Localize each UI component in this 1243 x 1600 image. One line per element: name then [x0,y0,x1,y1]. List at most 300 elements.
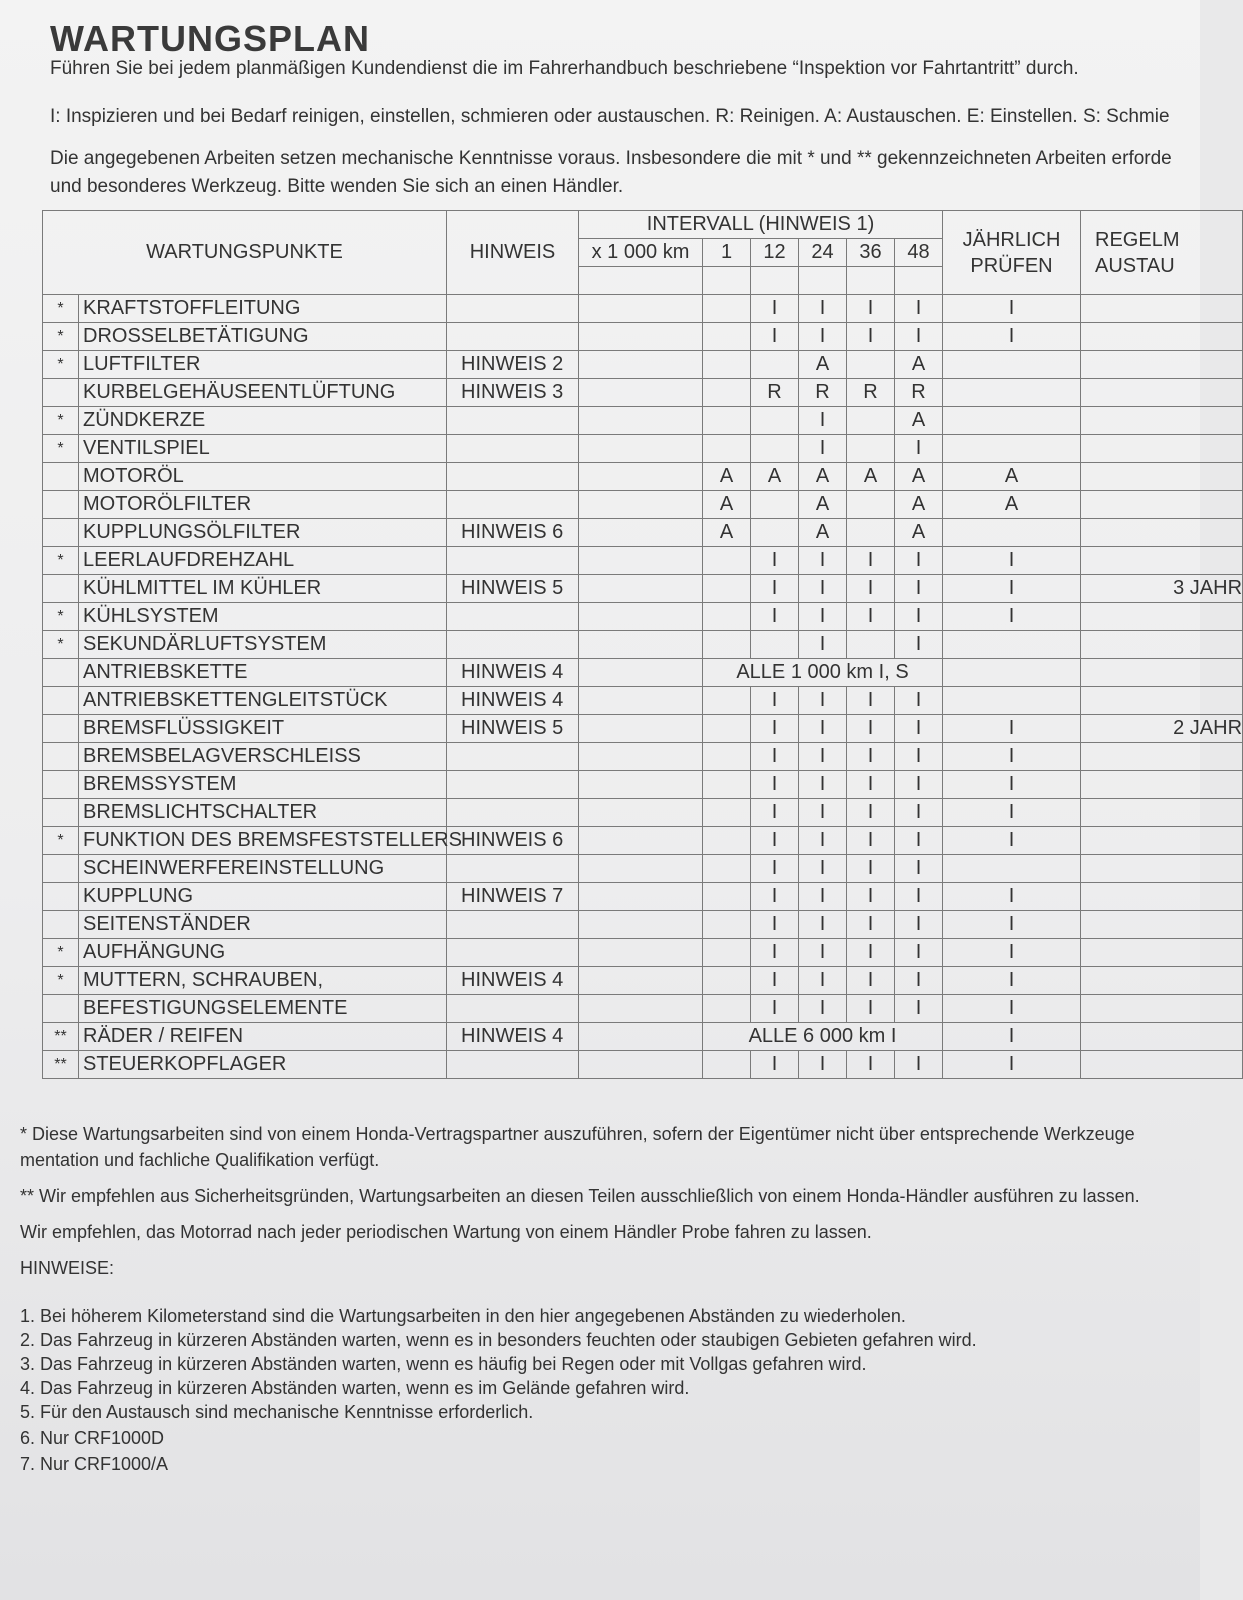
interval-mark: A [799,519,847,547]
interval-mark: I [799,323,847,351]
item-note [447,939,579,967]
table-row [43,659,1243,687]
item-note: HINWEIS 2 [447,351,579,379]
regular-replacement [1081,939,1243,967]
interval-mark [703,911,751,939]
regular-replacement [1081,967,1243,995]
interval-mark: I [895,603,943,631]
interval-mark: I [895,855,943,883]
yearly-mark: I [943,1051,1081,1079]
interval-mark: A [799,491,847,519]
yearly-mark: I [943,715,1081,743]
item-name: LEERLAUFDREHZAHL [79,547,447,575]
header-regular: REGELM AUSTAU [1081,211,1243,295]
item-name: AUFHÄNGUNG [79,939,447,967]
interval-mark: I [799,631,847,659]
unit-cell [579,351,703,379]
table-row [43,491,1243,519]
yearly-mark: I [943,995,1081,1023]
unit-cell [579,939,703,967]
intro-line: Führen Sie bei jedem planmäßigen Kundendienst die im Fahrerhandbuch beschriebene “Inspektion vor Fahrtantritt” durch. [50,58,1079,79]
unit-cell [579,743,703,771]
interval-mark: I [799,435,847,463]
regular-replacement [1081,827,1243,855]
interval-mark: I [799,603,847,631]
item-name: SEITENSTÄNDER [79,911,447,939]
yearly-mark: A [943,491,1081,519]
regular-replacement [1081,995,1243,1023]
interval-mark [703,1051,751,1079]
row-marker: * [43,351,79,379]
footnote-double-star: ** Wir empfehlen aus Sicherheitsgründen, Wartungsarbeiten an diesen Teilen ausschließlich von einem Honda-Händler ausführen zu lassen. [20,1186,1140,1206]
table-row [43,687,1243,715]
interval-mark: I [895,883,943,911]
row-marker: * [43,631,79,659]
table-row [43,631,1243,659]
item-name: ANTRIEBSKETTENGLEITSTÜCK [79,687,447,715]
item-note: HINWEIS 5 [447,575,579,603]
interval-mark: I [847,827,895,855]
item-name: BREMSLICHTSCHALTER [79,799,447,827]
yearly-mark: I [943,323,1081,351]
interval-mark: I [847,939,895,967]
table-row [43,547,1243,575]
item-note: HINWEIS 4 [447,687,579,715]
item-name: BREMSSYSTEM [79,771,447,799]
interval-mark: A [895,407,943,435]
item-note [447,743,579,771]
row-marker: * [43,967,79,995]
row-marker [43,799,79,827]
interval-mark: I [847,771,895,799]
table-row [43,575,1243,603]
item-name: KÜHLSYSTEM [79,603,447,631]
interval-mark [751,631,799,659]
interval-mark [703,351,751,379]
interval-mark: I [895,995,943,1023]
interval-mark [703,631,751,659]
item-note: HINWEIS 4 [447,967,579,995]
test-ride-note: Wir empfehlen, das Motorrad nach jeder periodischen Wartung von einem Händler Probe fahren zu lassen. [20,1222,872,1242]
row-marker [43,463,79,491]
regular-replacement [1081,519,1243,547]
item-name: MOTORÖLFILTER [79,491,447,519]
interval-mark [703,771,751,799]
interval-mark: I [751,827,799,855]
header-interval-value: 1 [703,239,751,267]
row-marker [43,519,79,547]
item-name: SCHEINWERFEREINSTELLUNG [79,855,447,883]
interval-mark: I [751,799,799,827]
interval-mark: A [703,463,751,491]
interval-mark: I [847,687,895,715]
header-spacer [799,267,847,295]
interval-mark: I [751,771,799,799]
unit-cell [579,323,703,351]
interval-mark: I [895,743,943,771]
table-row [43,715,1243,743]
regular-replacement [1081,323,1243,351]
table-row [43,827,1243,855]
interval-mark [703,855,751,883]
interval-mark [703,379,751,407]
interval-mark: I [895,687,943,715]
item-note: HINWEIS 7 [447,883,579,911]
interval-mark: I [895,547,943,575]
interval-mark: I [895,967,943,995]
interval-mark: I [799,295,847,323]
interval-mark: I [751,603,799,631]
row-marker [43,743,79,771]
item-note [447,407,579,435]
interval-mark: I [895,911,943,939]
interval-mark: I [751,743,799,771]
interval-mark: I [895,939,943,967]
interval-mark: I [895,1051,943,1079]
yearly-mark: I [943,911,1081,939]
unit-cell [579,603,703,631]
yearly-mark [943,659,1081,687]
item-note [447,435,579,463]
yearly-mark: I [943,799,1081,827]
interval-mark: I [847,323,895,351]
interval-mark [847,491,895,519]
item-note: HINWEIS 4 [447,1023,579,1051]
header-items: WARTUNGSPUNKTE [43,211,447,295]
interval-mark: I [799,715,847,743]
item-note [447,799,579,827]
header-interval-value: 48 [895,239,943,267]
unit-cell [579,463,703,491]
interval-mark [703,715,751,743]
interval-mark: R [895,379,943,407]
row-marker: * [43,939,79,967]
interval-mark: I [847,715,895,743]
unit-cell [579,519,703,547]
unit-cell [579,883,703,911]
interval-mark: I [847,295,895,323]
item-name: STEUERKOPFLAGER [79,1051,447,1079]
row-marker [43,575,79,603]
table-row [43,743,1243,771]
item-note [447,1051,579,1079]
row-marker: ** [43,1051,79,1079]
table-row [43,855,1243,883]
interval-mark [703,995,751,1023]
interval-mark: I [751,883,799,911]
interval-mark: A [703,519,751,547]
regular-replacement [1081,687,1243,715]
row-marker [43,687,79,715]
item-name: BREMSFLÜSSIGKEIT [79,715,447,743]
table-row [43,603,1243,631]
header-spacer [579,267,703,295]
yearly-mark [943,351,1081,379]
regular-replacement [1081,1023,1243,1051]
row-marker [43,883,79,911]
interval-mark: I [751,547,799,575]
row-marker: * [43,547,79,575]
interval-mark: I [799,771,847,799]
unit-cell [579,827,703,855]
regular-replacement [1081,379,1243,407]
interval-mark [847,519,895,547]
interval-mark: I [895,575,943,603]
interval-mark: I [895,631,943,659]
interval-mark [703,407,751,435]
unit-cell [579,491,703,519]
item-note [447,547,579,575]
header-interval-value: 36 [847,239,895,267]
interval-mark: I [751,855,799,883]
regular-replacement [1081,1051,1243,1079]
interval-mark: I [847,911,895,939]
table-row [43,771,1243,799]
interval-mark [751,519,799,547]
item-note [447,323,579,351]
regular-replacement [1081,855,1243,883]
interval-span: ALLE 6 000 km I [703,1023,943,1051]
table-row [43,939,1243,967]
unit-cell [579,967,703,995]
yearly-mark: I [943,967,1081,995]
header-interval: INTERVALL (HINWEIS 1) [579,211,943,239]
yearly-mark: I [943,743,1081,771]
unit-cell [579,547,703,575]
item-note: HINWEIS 4 [447,659,579,687]
unit-cell [579,771,703,799]
row-marker [43,771,79,799]
header-note: HINWEIS [447,211,579,295]
item-name: SEKUNDÄRLUFTSYSTEM [79,631,447,659]
regular-replacement [1081,463,1243,491]
interval-mark: A [799,351,847,379]
unit-cell [579,575,703,603]
interval-mark: I [799,911,847,939]
item-name: RÄDER / REIFEN [79,1023,447,1051]
item-note [447,463,579,491]
item-name: ANTRIEBSKETTE [79,659,447,687]
yearly-mark: I [943,575,1081,603]
hints-title: HINWEISE: [20,1258,115,1278]
table-row [43,407,1243,435]
item-note [447,911,579,939]
table-row [43,295,1243,323]
header-spacer [847,267,895,295]
interval-mark [703,435,751,463]
row-marker [43,995,79,1023]
yearly-mark: I [943,883,1081,911]
unit-cell [579,435,703,463]
interval-mark: I [895,323,943,351]
interval-mark: A [751,463,799,491]
regular-replacement [1081,547,1243,575]
interval-mark: A [847,463,895,491]
row-marker [43,855,79,883]
interval-mark: A [703,491,751,519]
interval-mark: I [847,799,895,827]
table-row [43,435,1243,463]
item-note [447,855,579,883]
interval-mark [703,883,751,911]
hint-item: 2. Das Fahrzeug in kürzeren Abständen warten, wenn es in besonders feuchten oder staubigen Gebieten gefahren wird. [20,1330,977,1350]
interval-mark [703,575,751,603]
header-spacer [703,267,751,295]
item-name: KÜHLMITTEL IM KÜHLER [79,575,447,603]
interval-mark: I [751,323,799,351]
hint-item: 5. Für den Austausch sind mechanische Kenntnisse erforderlich. [20,1402,534,1422]
unit-cell [579,911,703,939]
unit-cell [579,687,703,715]
interval-mark: I [847,603,895,631]
hint-item: 4. Das Fahrzeug in kürzeren Abständen warten, wenn es im Gelände gefahren wird. [20,1378,690,1398]
item-name: KUPPLUNGSÖLFILTER [79,519,447,547]
interval-mark: I [799,547,847,575]
table-row [43,883,1243,911]
yearly-mark: I [943,827,1081,855]
interval-mark [703,687,751,715]
interval-mark: I [751,967,799,995]
header-spacer [751,267,799,295]
interval-mark: I [847,995,895,1023]
item-name: MUTTERN, SCHRAUBEN, [79,967,447,995]
interval-mark: I [799,743,847,771]
regular-replacement [1081,491,1243,519]
item-name: VENTILSPIEL [79,435,447,463]
regular-replacement [1081,351,1243,379]
unit-cell [579,1051,703,1079]
interval-mark: R [847,379,895,407]
row-marker: * [43,603,79,631]
regular-replacement [1081,911,1243,939]
header-yearly: JÄHRLICH PRÜFEN [943,211,1081,295]
interval-mark: I [751,939,799,967]
item-name: LUFTFILTER [79,351,447,379]
interval-mark [703,547,751,575]
interval-mark: I [799,883,847,911]
interval-mark: I [847,1051,895,1079]
regular-replacement [1081,883,1243,911]
row-marker: * [43,827,79,855]
header-spacer [895,267,943,295]
regular-replacement [1081,743,1243,771]
regular-replacement [1081,435,1243,463]
yearly-mark [943,631,1081,659]
intro-line: Die angegebenen Arbeiten setzen mechanische Kenntnisse voraus. Insbesondere die mit * und ** gekennzeichneten Arbeiten erforde [50,148,1172,169]
interval-mark [703,323,751,351]
row-marker [43,911,79,939]
unit-cell [579,799,703,827]
item-name: KUPPLUNG [79,883,447,911]
interval-mark: A [895,351,943,379]
regular-replacement [1081,603,1243,631]
interval-mark: I [751,575,799,603]
yearly-mark: I [943,295,1081,323]
unit-cell [579,295,703,323]
yearly-mark: I [943,939,1081,967]
yearly-mark: A [943,463,1081,491]
hint-item: 3. Das Fahrzeug in kürzeren Abständen warten, wenn es häufig bei Regen oder mit Vollgas gefahren wird. [20,1354,867,1374]
interval-mark: I [751,911,799,939]
unit-cell [579,855,703,883]
interval-mark: I [847,575,895,603]
interval-mark: A [895,491,943,519]
regular-replacement [1081,659,1243,687]
item-note [447,603,579,631]
item-name: FUNKTION DES BREMSFESTSTELLERS [79,827,447,855]
interval-mark [751,407,799,435]
regular-replacement [1081,799,1243,827]
row-marker: * [43,435,79,463]
interval-mark [751,351,799,379]
page-title: WARTUNGSPLAN [50,18,370,59]
yearly-mark: I [943,771,1081,799]
interval-mark [703,827,751,855]
hint-item: 1. Bei höherem Kilometerstand sind die Wartungsarbeiten in den hier angegebenen Abständen zu wiederholen. [20,1306,906,1326]
item-note: HINWEIS 5 [447,715,579,743]
table-row [43,967,1243,995]
table-row [43,995,1243,1023]
interval-mark: I [799,687,847,715]
interval-span: ALLE 1 000 km I, S [703,659,943,687]
table-row [43,323,1243,351]
item-name: DROSSELBETÄTIGUNG [79,323,447,351]
item-note [447,491,579,519]
yearly-mark [943,687,1081,715]
regular-replacement [1081,771,1243,799]
interval-mark [703,799,751,827]
regular-replacement: 3 JAHR [1081,575,1243,603]
row-marker [43,659,79,687]
yearly-mark: I [943,603,1081,631]
table-row [43,799,1243,827]
unit-cell [579,631,703,659]
interval-mark: A [799,463,847,491]
interval-mark [703,967,751,995]
item-note: HINWEIS 3 [447,379,579,407]
unit-cell [579,379,703,407]
unit-cell [579,715,703,743]
interval-mark: I [799,827,847,855]
interval-mark: I [799,407,847,435]
item-note: HINWEIS 6 [447,827,579,855]
interval-mark [703,939,751,967]
interval-mark: I [847,547,895,575]
header-interval-value: 12 [751,239,799,267]
interval-mark [847,435,895,463]
item-name: MOTORÖL [79,463,447,491]
row-marker [43,379,79,407]
interval-mark [847,631,895,659]
item-note: HINWEIS 6 [447,519,579,547]
table-row [43,463,1243,491]
hint-item: 7. Nur CRF1000/A [20,1454,169,1474]
hint-item: 6. Nur CRF1000D [20,1428,165,1448]
interval-mark [751,435,799,463]
interval-mark: I [847,855,895,883]
interval-mark [847,351,895,379]
unit-cell [579,659,703,687]
row-marker: * [43,323,79,351]
maintenance-table [42,210,1243,1079]
interval-mark: I [895,715,943,743]
table-row [43,519,1243,547]
interval-mark [703,743,751,771]
item-note [447,771,579,799]
table-row [43,911,1243,939]
interval-mark: I [799,1051,847,1079]
interval-mark: I [751,687,799,715]
